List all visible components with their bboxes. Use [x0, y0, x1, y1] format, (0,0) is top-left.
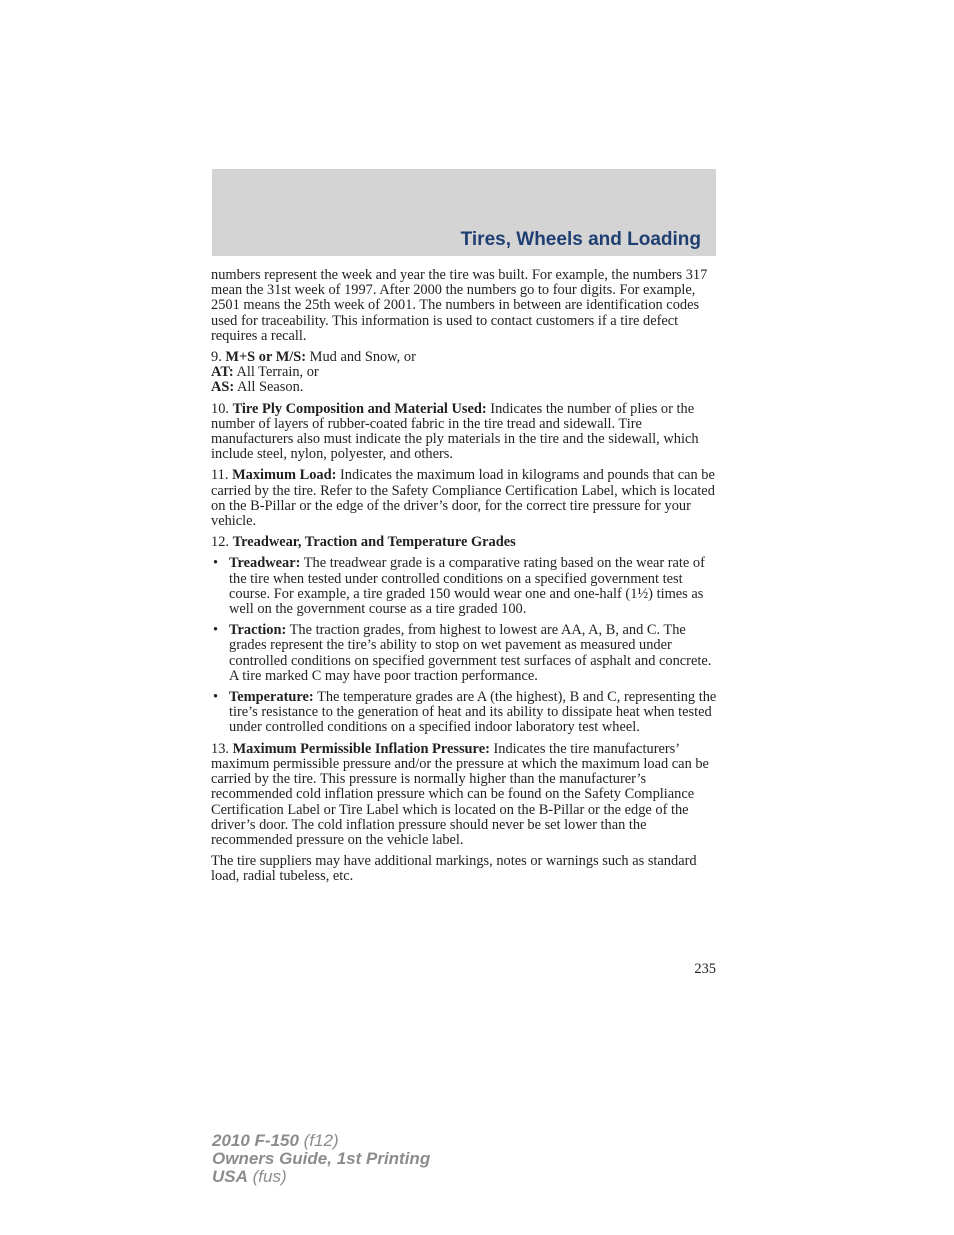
ms-term: M+S or M/S:	[225, 349, 307, 366]
item-13-text: Indicates the tire manufacturers’ maximum permissible pressure and/or the pressure at which the maximum load can be carried by the tire. This pressure is normally higher than the manufacturer’s recommended cold inflation pressure which can be found on the Safety Compliance Certification Label or Tire Label which is located on the B-Pillar or the edge of the driver’s door. The cold inflation pressure should never be set lower than the recommended pressure on the vehicle label.	[211, 740, 709, 848]
item-11-number: 11.	[211, 467, 233, 484]
footer-market-code: (fus)	[247, 1167, 287, 1186]
item-9	[211, 350, 717, 396]
bullet-treadwear	[211, 556, 717, 617]
footer-line-3	[212, 1168, 430, 1186]
item-11-text: Indicates the maximum load in kilograms and pounds that can be carried by the tire. Refer to the Safety Compliance Certification Label, which is located on the B-Pillar or the edge of the driver’s door, for the correct tire pressure for your vehicle.	[211, 467, 715, 530]
footer-line-1	[212, 1132, 430, 1150]
item-10-number: 10.	[211, 400, 233, 417]
item-9-number: 9.	[211, 349, 226, 366]
footer-imprint	[212, 1132, 430, 1186]
treadwear-text: The treadwear grade is a comparative rating based on the wear rate of the tire when tested under controlled conditions on a specified government test course. For example, a tire graded 150 would wear one and one-half (1½) times as well on the government course as a tire graded 100.	[229, 555, 705, 618]
closing-paragraph: The tire suppliers may have additional markings, notes or warnings such as standard load, radial tubeless, etc.	[211, 853, 697, 885]
grades-bullet-list	[211, 556, 717, 735]
bullet-temperature	[211, 690, 717, 736]
at-text: All Terrain, or	[233, 364, 319, 381]
item-10	[211, 402, 717, 463]
item-10-text: Indicates the number of plies or the number of layers of rubber-coated fabric in the tire tread and sidewall. Tire manufacturers also must indicate the ply materials in the tire and the sidewall, which include steel, nylon, polyester, and others.	[211, 400, 699, 463]
item-11	[211, 468, 717, 529]
as-text: All Season.	[234, 379, 304, 396]
item-12	[211, 535, 717, 550]
footer-line-2: Owners Guide, 1st Printing	[212, 1149, 431, 1168]
bullet-traction	[211, 623, 717, 684]
treadwear-term: Treadwear:	[229, 555, 301, 572]
page-content	[211, 268, 717, 891]
section-header-band	[212, 169, 716, 256]
page-number: 235	[694, 961, 716, 977]
item-10-term: Tire Ply Composition and Material Used:	[232, 400, 487, 417]
item-13-term: Maximum Permissible Inflation Pressure:	[232, 740, 490, 757]
footer-market: USA	[212, 1167, 248, 1186]
item-11-term: Maximum Load:	[232, 467, 337, 484]
intro-paragraph: numbers represent the week and year the tire was built. For example, the numbers 317 mean the 31st week of 1997. After 2000 the numbers go to four digits. For example, 2501 means the 25th week of 2001. The numbers in between are identification codes used for traceability. This information is used to contact customers if a tire defect requires a recall.	[211, 267, 708, 344]
item-13	[211, 742, 717, 848]
traction-text: The traction grades, from highest to lowest are AA, A, B, and C. The grades represent the tire’s ability to stop on wet pavement as measured under controlled conditions on specified government test surfaces of asphalt and concrete. A tire marked C may have poor traction performance.	[229, 622, 712, 684]
as-term: AS:	[211, 379, 235, 396]
item-12-term: Treadwear, Traction and Temperature Grades	[232, 534, 516, 551]
item-13-number: 13.	[211, 740, 233, 757]
section-title: Tires, Wheels and Loading	[460, 229, 701, 250]
temperature-term: Temperature:	[229, 689, 314, 706]
item-12-number: 12.	[211, 534, 233, 551]
temperature-text: The temperature grades are A (the highest), B and C, representing the tire’s resistance to the generation of heat and its ability to dissipate heat when tested under controlled conditions on a specified indoor laboratory test wheel.	[229, 689, 717, 736]
traction-term: Traction:	[229, 622, 287, 639]
footer-model-code: (f12)	[298, 1131, 339, 1150]
at-term: AT:	[211, 364, 234, 381]
ms-text: Mud and Snow, or	[306, 349, 416, 366]
footer-model: 2010 F-150	[212, 1131, 299, 1150]
